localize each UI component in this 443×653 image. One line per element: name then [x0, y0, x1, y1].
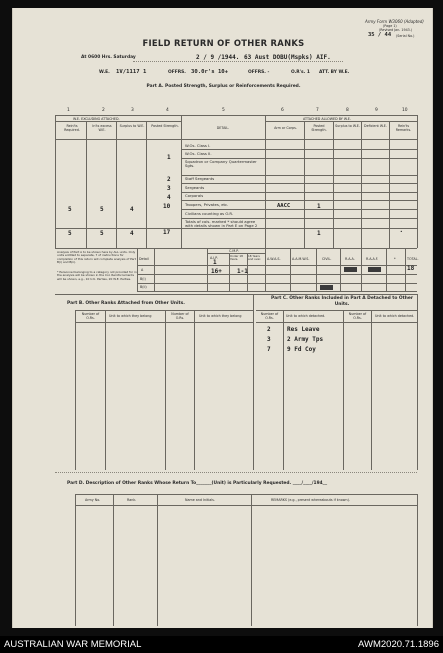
time-line-label: At 0600 Hrs. Saturday	[81, 55, 136, 60]
cmp-label: C.M.P.	[229, 249, 239, 253]
col-header-reints-required: Rein'ts Required.	[64, 124, 80, 132]
analysis-col-under-18: Under 18 Years.	[230, 254, 243, 262]
analysis-col-aip: A.I.P.	[210, 256, 218, 260]
part-c-col-unit-2: Unit to which detached.	[375, 314, 415, 318]
col-header-posted-strength: Posted Strength.	[151, 124, 179, 128]
part-b-col-number-2: Number of O.Rs.	[171, 312, 189, 320]
offrs2-label: OFFRS. -	[248, 70, 270, 75]
part-c-entry-2-number: 3	[267, 336, 271, 343]
analysis-col-aamws: A.A.M.W.S.	[292, 257, 310, 261]
detail-quartermaster: Squadron or Company Quartermaster Sgts.	[185, 159, 257, 168]
posted-sgt: 3	[167, 185, 171, 192]
part-d-col-rank: Rank.	[127, 498, 137, 502]
analysis-u18-value: 1-1	[237, 268, 248, 275]
detail-privates: Troopers, Privates, etc.	[185, 202, 229, 207]
col-num-5: 5	[222, 108, 225, 113]
col-header-att-posted: Posted Strength.	[311, 124, 327, 132]
part-b-col-number-1: Number of O.Rs.	[81, 312, 100, 320]
posted-cpl: 4	[167, 194, 171, 201]
army-form-revised: (Revised Jan. 1943.)	[379, 28, 413, 32]
col-header-remarks: Rein'ts Remarks.	[395, 124, 412, 132]
unit-name: 63 Aust DOBU(Mspks) AIF.	[244, 54, 331, 61]
detail-totals: Totals of cols. marked * should agree with details shown in Part E on Page 2	[185, 219, 258, 228]
col-header-detail: DETAIL.	[216, 126, 230, 130]
ink-stamp-raa	[344, 267, 357, 272]
analysis-row-a: A	[141, 268, 144, 272]
col-num-2: 2	[102, 108, 105, 113]
army-form-page: (Page 1)	[383, 24, 397, 28]
analysis-row-bii: B(ii)	[140, 285, 147, 289]
analysis-col-total: TOTAL.	[407, 257, 419, 261]
col-num-10: 10	[402, 108, 408, 113]
att-total-value: 1	[317, 230, 321, 237]
analysis-col-detail: Detail	[139, 257, 149, 261]
detail-staff-sergeants: Staff Sergeants	[185, 176, 215, 181]
analysis-total-value: 18	[407, 265, 415, 272]
offrs-value: 30.0r's 10+	[191, 69, 229, 75]
analysis-col-18-over: 18 Years and over.	[248, 254, 262, 262]
we-label: W.E.	[99, 70, 110, 75]
part-c-entry-3-unit: 9 Fd Coy	[287, 346, 316, 353]
part-d-separator	[55, 472, 417, 473]
detail-sergeants: Sergeants	[185, 185, 205, 190]
part-b-col-unit-1: Unit to which they belong	[109, 314, 152, 318]
col-num-1: 1	[67, 108, 70, 113]
we-value: 1V/1117 1	[116, 69, 147, 75]
ink-stamp-raaf	[368, 267, 381, 272]
posted-total: 17	[163, 229, 171, 236]
reints-total: 5	[68, 230, 72, 237]
analysis-aip-value: 1	[213, 259, 217, 266]
arm-corps-value: AACC	[277, 203, 291, 209]
att-by-we-label: ATT. BY W.E.	[319, 70, 350, 75]
surplus-total: 4	[130, 230, 134, 237]
col-num-4: 4	[166, 108, 169, 113]
archive-footer	[0, 636, 443, 653]
part-d-heading: Part D. Description of Other Ranks Whose Return To_______(Unit) is Particularly Requested. ____/____/194__	[67, 481, 328, 486]
detail-wo-class-2: W.Os. Class II.	[185, 151, 212, 156]
ink-stamp-civil	[320, 285, 333, 290]
part-a-header-rule	[55, 139, 417, 140]
serial-number-value: 35 / 44	[368, 32, 392, 38]
col-num-7: 7	[316, 108, 319, 113]
part-c-entry-2-unit: 2 Army Tps	[287, 336, 324, 343]
posted-wo1: 1	[167, 154, 171, 161]
analysis-row-bi: B(i)	[140, 277, 146, 281]
part-d-col-name: Name and Initials.	[185, 498, 215, 502]
part-c-entry-1-number: 2	[267, 326, 271, 333]
part-b-heading: Part B. Other Ranks Attached from Other Units.	[67, 301, 185, 306]
col-header-deficient: Deficient W.E.	[364, 124, 387, 128]
part-b-col-unit-2: Unit to which they belong	[199, 314, 242, 318]
part-a-heading: Part A. Posted Strength, Surplus or Reinforcements Required.	[146, 84, 301, 89]
col-num-9: 9	[375, 108, 378, 113]
return-date: 2 / 9 /1944.	[196, 54, 240, 61]
surplus-privates: 4	[130, 206, 134, 213]
analysis-col-raa: R.A.A.	[345, 257, 355, 261]
attached-allowed-heading: ATTACHED ALLOWED BY W.E.	[303, 117, 351, 121]
analysis-aip-value-2: 16+	[211, 268, 222, 275]
time-line-rule	[133, 61, 343, 62]
form-title: FIELD RETURN OF OTHER RANKS	[142, 38, 305, 48]
analysis-col-civil: CIVIL.	[322, 257, 332, 261]
part-c-col-number-2: Number of O.Rs.	[348, 312, 367, 320]
excess-total: 5	[100, 230, 104, 237]
form-page	[12, 8, 433, 628]
serial-number-label: (Serial No.)	[396, 34, 415, 38]
col-num-3: 3	[131, 108, 134, 113]
reints-privates: 5	[68, 206, 72, 213]
we-excluding-attached-heading: W.E. EXCLUDING ATTACHED.	[73, 117, 120, 121]
part-a-top-rule	[55, 115, 417, 116]
col-header-arm-corps: Arm or Corps.	[274, 126, 297, 130]
col-num-8: 8	[346, 108, 349, 113]
att-posted-value: 1	[317, 203, 321, 210]
offrs-label: OFFRS.	[168, 70, 186, 75]
army-form-id: Army Form W3060 (Adapted)	[365, 19, 424, 24]
col-header-excess-we: In'ts excess W.E.	[92, 124, 112, 132]
remarks-dot: •	[400, 230, 403, 235]
part-c-heading: Part C. Other Ranks Included in Part A Detached to Other Units.	[271, 296, 413, 307]
col-num-6: 6	[281, 108, 284, 113]
detail-corporals: Corporals	[185, 193, 204, 198]
posted-privates: 10	[163, 203, 171, 210]
part-c-col-number-1: Number of O.Rs.	[260, 312, 279, 320]
detail-wo-class-1: W.Os. Class I.	[185, 143, 211, 148]
ors-label: O.R's. 1	[291, 70, 310, 75]
footer-accession-number: AWM2020.71.1896	[358, 639, 439, 650]
part-c-col-unit-1: Unit to which detached.	[286, 314, 326, 318]
part-d-col-army-no: Army No.	[85, 498, 101, 502]
analysis-col-star: *	[394, 257, 396, 261]
col-header-att-surplus: Surplus to W.E.	[335, 124, 360, 128]
part-c-entry-3-number: 7	[267, 346, 271, 353]
analysis-note-2: * Personnel belonging to a category not provided for in the analysis will be shown in the Col. Reinforcements will be shown, e.g., 10 U.K. Parties, 20 W.E. Parties.	[57, 270, 137, 281]
excess-privates: 5	[100, 206, 104, 213]
part-c-entry-1-unit: Res Leave	[287, 326, 320, 333]
analysis-note: Analysis of Part A to be shown here by ALL units. Only units entitled to separate, 7 of instructions for completion of this return will complete analysis of Part B(i) and B(ii).	[57, 250, 136, 265]
col-header-surplus: Surplus to W.E.	[119, 124, 145, 128]
posted-staff-sgt: 2	[167, 176, 171, 183]
analysis-col-awas: A.W.A.S.	[267, 257, 281, 261]
detail-civilians: Civilians counting as O.R.	[185, 211, 234, 216]
footer-institution: AUSTRALIAN WAR MEMORIAL	[4, 639, 142, 650]
part-d-col-remarks: REMARKS (e.g., present whereabouts if known).	[271, 498, 350, 502]
analysis-col-raaf: R.A.A.F.	[366, 257, 379, 261]
